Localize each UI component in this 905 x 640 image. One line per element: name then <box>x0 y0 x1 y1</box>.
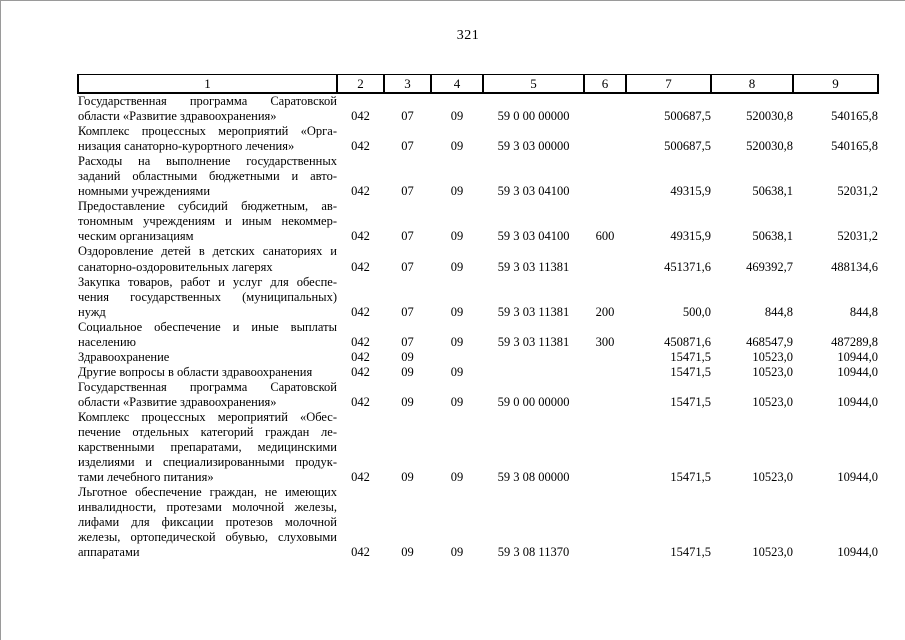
target-article-code-cell: 59 0 00 00000 <box>497 394 570 409</box>
subsection-code-cell: 09 <box>450 364 464 379</box>
row-name-line: инвалидности, протезами молочной железы, <box>78 500 337 515</box>
table-header <box>78 75 878 94</box>
subsection-code-cell: 09 <box>450 259 464 274</box>
grbs-code-cell: 042 <box>351 229 370 244</box>
section-code-cell: 07 <box>401 139 414 154</box>
target-article-code-cell: 59 3 08 00000 <box>497 470 570 485</box>
grbs-code-cell: 042 <box>351 109 370 124</box>
row-name-line: санаторно-оздоровительных лагерях <box>78 259 273 274</box>
grbs-code-cell: 042 <box>351 334 370 349</box>
header-col-5: 5 <box>483 75 584 94</box>
grbs-code-cell: 042 <box>351 364 370 379</box>
amount-col7-cell: 15471,5 <box>670 394 711 409</box>
row-name-line: Льготное обеспечение граждан, не имеющих <box>78 485 337 500</box>
subsection-code-cell: 09 <box>450 109 464 124</box>
table-row <box>78 350 878 365</box>
row-name-cell <box>78 350 337 365</box>
row-name-cell <box>78 380 337 410</box>
amount-col9-cell: 10944,0 <box>837 545 878 560</box>
row-name-line: аппаратами <box>78 545 140 560</box>
table-row <box>78 244 878 274</box>
amount-col7-cell: 49315,9 <box>670 229 711 244</box>
grbs-code-cell: 042 <box>351 184 370 199</box>
row-name-line: Социальное обеспечение и иные выплаты <box>78 319 337 334</box>
target-article-code-cell: 59 0 00 00000 <box>497 109 570 124</box>
table-row <box>78 93 878 124</box>
section-code-cell: 07 <box>401 334 414 349</box>
header-col-9: 9 <box>793 75 878 94</box>
row-name-line: Расходы на выполнение государственных <box>78 154 337 169</box>
amount-col9-cell: 10944,0 <box>837 364 878 379</box>
row-name-cell <box>78 199 337 244</box>
expense-type-code-cell <box>584 485 626 560</box>
header-col-3: 3 <box>384 75 431 94</box>
expense-type-code-cell <box>584 154 626 199</box>
header-col-4: 4 <box>431 75 483 94</box>
section-code-cell: 09 <box>401 545 414 560</box>
amount-col8-cell: 520030,8 <box>746 109 793 124</box>
row-name-cell <box>78 154 337 199</box>
expense-type-code-cell: 200 <box>595 304 615 319</box>
row-name-line: изделиями и специализированными продук- <box>78 455 337 470</box>
amount-col7-cell: 500687,5 <box>664 109 711 124</box>
subsection-code-cell <box>431 350 483 365</box>
amount-col8-cell: 10523,0 <box>752 470 793 485</box>
row-name-line: Здравоохранение <box>78 349 170 364</box>
subsection-code-cell: 09 <box>450 470 464 485</box>
row-name-line: железы, ортопедической обувью, слуховыми <box>78 530 337 545</box>
row-name-line: Закупка товаров, работ и услуг для обеспе- <box>78 274 337 289</box>
target-article-code-cell: 59 3 03 04100 <box>497 184 570 199</box>
row-name-cell <box>78 124 337 154</box>
header-col-8: 8 <box>711 75 793 94</box>
amount-col8-cell: 10523,0 <box>752 364 793 379</box>
grbs-code-cell: 042 <box>351 139 370 154</box>
row-name-line: заданий областными бюджетными и авто- <box>78 169 337 184</box>
table-row <box>78 365 878 380</box>
target-article-code-cell <box>483 350 584 365</box>
table-row <box>78 275 878 320</box>
row-name-cell <box>78 93 337 124</box>
row-name-line: нужд <box>78 304 106 319</box>
amount-col8-cell: 10523,0 <box>752 349 793 364</box>
row-name-line: карственными препаратами, медицинскими <box>78 440 337 455</box>
row-name-line: тами лечебного питания» <box>78 470 214 485</box>
amount-col9-cell: 540165,8 <box>831 139 878 154</box>
subsection-code-cell: 09 <box>450 334 464 349</box>
table-row <box>78 320 878 350</box>
row-name-line: Другие вопросы в области здравоохранения <box>78 364 313 379</box>
subsection-code-cell: 09 <box>450 304 464 319</box>
header-col-7: 7 <box>626 75 711 94</box>
row-name-line: Предоставление субсидий бюджетным, ав- <box>78 199 337 214</box>
target-article-code-cell: 59 3 03 11381 <box>497 259 570 274</box>
expense-type-code-cell <box>584 124 626 154</box>
expense-type-code-cell <box>584 365 626 380</box>
row-name-line: низация санаторно-курортного лечения» <box>78 139 295 154</box>
amount-col9-cell: 488134,6 <box>831 259 878 274</box>
grbs-code-cell: 042 <box>351 470 370 485</box>
row-name-line: тономным учреждениям и иным некоммер- <box>78 214 337 229</box>
header-col-1: 1 <box>78 75 337 94</box>
header-col-6: 6 <box>584 75 626 94</box>
amount-col9-cell: 10944,0 <box>837 394 878 409</box>
section-code-cell: 07 <box>401 304 414 319</box>
row-name-line: Комплекс процессных мероприятий «Орга- <box>78 124 337 139</box>
table-row <box>78 410 878 485</box>
table-row <box>78 124 878 154</box>
row-name-line: ческим организациям <box>78 229 194 244</box>
row-name-line: области «Развитие здравоохранения» <box>78 109 277 124</box>
row-name-line: Государственная программа Саратовской <box>78 94 337 108</box>
section-code-cell: 07 <box>401 109 414 124</box>
amount-col7-cell: 15471,5 <box>670 364 711 379</box>
page-number: 321 <box>456 28 480 43</box>
target-article-code-cell: 59 3 03 00000 <box>497 139 570 154</box>
row-name-line: Оздоровление детей в детских санаториях и <box>78 244 337 259</box>
table-row <box>78 154 878 199</box>
amount-col9-cell: 844,8 <box>849 304 878 319</box>
grbs-code-cell: 042 <box>351 304 370 319</box>
amount-col9-cell: 487289,8 <box>831 334 878 349</box>
amount-col8-cell: 10523,0 <box>752 394 793 409</box>
subsection-code-cell: 09 <box>450 545 464 560</box>
header-col-2: 2 <box>337 75 384 94</box>
section-code-cell: 07 <box>401 259 414 274</box>
row-name-line: Комплекс процессных мероприятий «Обес- <box>78 409 337 424</box>
expense-type-code-cell <box>584 93 626 124</box>
amount-col9-cell: 52031,2 <box>837 229 878 244</box>
row-name-cell <box>78 410 337 485</box>
table-body <box>78 93 878 560</box>
expense-type-code-cell <box>584 350 626 365</box>
amount-col7-cell: 450871,6 <box>664 334 711 349</box>
target-article-code-cell: 59 3 08 11370 <box>497 545 570 560</box>
row-name-cell <box>78 320 337 350</box>
table-row <box>78 199 878 244</box>
section-code-cell: 09 <box>401 364 414 379</box>
subsection-code-cell: 09 <box>450 139 464 154</box>
budget-expenditure-table <box>77 74 879 560</box>
row-name-cell <box>78 365 337 380</box>
amount-col7-cell: 451371,6 <box>664 259 711 274</box>
grbs-code-cell: 042 <box>351 349 370 364</box>
amount-col8-cell: 468547,9 <box>746 334 793 349</box>
target-article-code-cell: 59 3 03 11381 <box>497 334 570 349</box>
row-name-line: лифами для фиксации протезов молочной <box>78 515 337 530</box>
grbs-code-cell: 042 <box>351 394 370 409</box>
amount-col8-cell: 50638,1 <box>752 229 793 244</box>
amount-col8-cell: 844,8 <box>764 304 793 319</box>
table-header-row <box>78 75 878 94</box>
subsection-code-cell: 09 <box>450 229 464 244</box>
row-name-line: номными учреждениями <box>78 184 211 199</box>
target-article-code-cell: 59 3 03 04100 <box>497 229 570 244</box>
row-name-line: чения государственных (муниципальных) <box>78 289 337 304</box>
row-name-line: Государственная программа Саратовской <box>78 379 337 394</box>
amount-col7-cell: 500,0 <box>682 304 711 319</box>
subsection-code-cell: 09 <box>450 394 464 409</box>
row-name-cell <box>78 275 337 320</box>
amount-col7-cell: 49315,9 <box>670 184 711 199</box>
row-name-line: печение отдельных категорий граждан ле- <box>78 425 337 440</box>
row-name-cell <box>78 485 337 560</box>
amount-col9-cell: 10944,0 <box>837 470 878 485</box>
grbs-code-cell: 042 <box>351 259 370 274</box>
amount-col9-cell: 52031,2 <box>837 184 878 199</box>
expense-type-code-cell <box>584 244 626 274</box>
expense-type-code-cell: 300 <box>595 334 615 349</box>
amount-col7-cell: 15471,5 <box>670 349 711 364</box>
amount-col8-cell: 469392,7 <box>746 259 793 274</box>
amount-col8-cell: 10523,0 <box>752 545 793 560</box>
table-row <box>78 485 878 560</box>
target-article-code-cell <box>483 365 584 380</box>
expense-type-code-cell: 600 <box>595 229 615 244</box>
amount-col8-cell: 50638,1 <box>752 184 793 199</box>
row-name-cell <box>78 244 337 274</box>
amount-col9-cell: 10944,0 <box>837 349 878 364</box>
row-name-line: населению <box>78 334 136 349</box>
section-code-cell: 07 <box>401 184 414 199</box>
row-name-line: области «Развитие здравоохранения» <box>78 394 277 409</box>
amount-col7-cell: 15471,5 <box>670 545 711 560</box>
table-row <box>78 380 878 410</box>
expense-type-code-cell <box>584 380 626 410</box>
expense-type-code-cell <box>584 410 626 485</box>
amount-col7-cell: 15471,5 <box>670 470 711 485</box>
amount-col9-cell: 540165,8 <box>831 109 878 124</box>
target-article-code-cell: 59 3 03 11381 <box>497 304 570 319</box>
section-code-cell: 09 <box>401 394 414 409</box>
subsection-code-cell: 09 <box>450 184 464 199</box>
grbs-code-cell: 042 <box>351 545 370 560</box>
amount-col8-cell: 520030,8 <box>746 139 793 154</box>
amount-col7-cell: 500687,5 <box>664 139 711 154</box>
section-code-cell: 09 <box>401 349 414 364</box>
section-code-cell: 09 <box>401 470 414 485</box>
section-code-cell: 07 <box>401 229 414 244</box>
